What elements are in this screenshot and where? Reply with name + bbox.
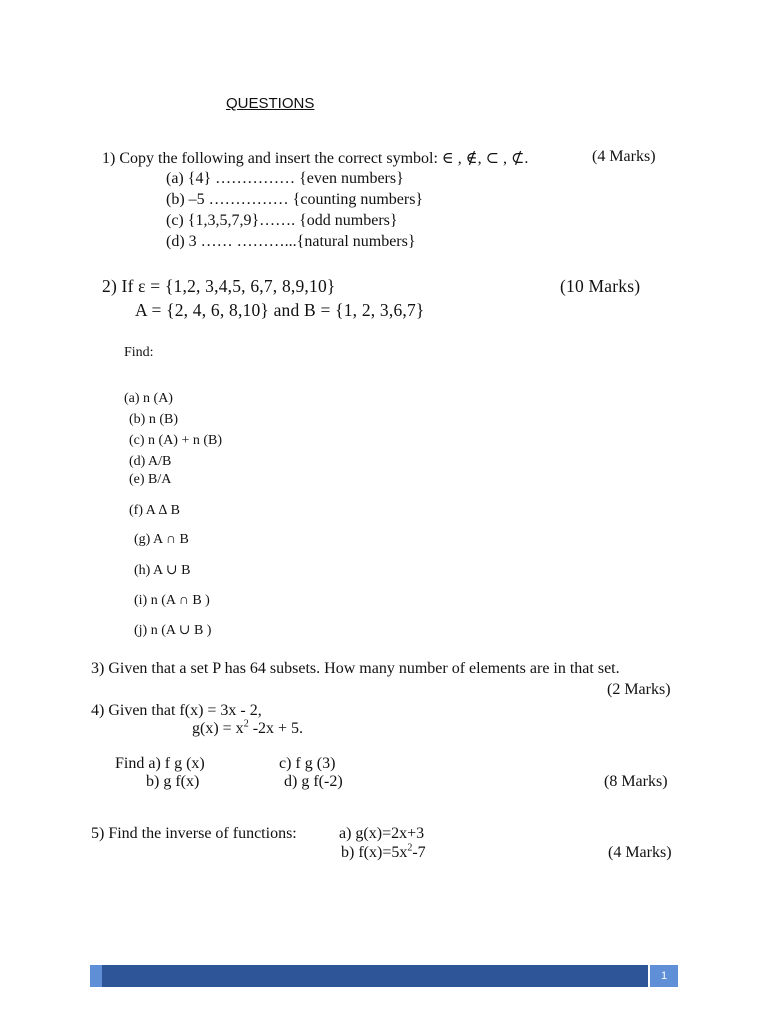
question-4-g-definition — [192, 720, 303, 738]
question-4-f-definition: 4) Given that f(x) = 3x - 2, — [91, 702, 262, 719]
question-2-item-d: (d) A/B — [129, 454, 172, 469]
question-5-marks: (4 Marks) — [608, 844, 672, 861]
question-2-item-g: (g) A ∩ B — [134, 532, 189, 547]
question-3-text: 3) Given that a set P has 64 subsets. How many number of elements are in that set. — [91, 660, 620, 677]
question-2-marks: (10 Marks) — [560, 276, 641, 296]
question-2-item-a: (a) n (A) — [124, 391, 173, 406]
part-b-rest: -7 — [412, 844, 426, 861]
question-1-item-b: (b) –5 …………… {counting numbers} — [166, 191, 424, 208]
question-4-marks: (8 Marks) — [604, 773, 668, 790]
question-4-find-d: d) g f(-2) — [284, 773, 343, 790]
question-5-part-b — [341, 844, 426, 862]
question-2-sets: A = {2, 4, 6, 8,10} and B = {1, 2, 3,6,7} — [135, 300, 425, 320]
question-1-stem: 1) Copy the following and insert the correct symbol: ∈ , ∉, ⊂ , ⊄. — [102, 150, 529, 167]
question-4-find-b: b) g f(x) — [146, 773, 200, 790]
question-2-item-b: (b) n (B) — [129, 412, 178, 427]
question-4-find-c: c) f g (3) — [279, 755, 336, 772]
question-3-marks: (2 Marks) — [607, 681, 671, 698]
footer-bar — [102, 965, 648, 987]
question-1-marks: (4 Marks) — [592, 148, 656, 165]
question-2-item-h: (h) A ∪ B — [134, 563, 191, 578]
question-2-item-i: (i) n (A ∩ B ) — [134, 593, 210, 608]
g-definition-base: g(x) = x — [192, 720, 244, 737]
g-definition-rest: -2x + 5. — [248, 720, 304, 737]
page-title: QUESTIONS — [226, 95, 315, 112]
question-2-find-label: Find: — [124, 345, 154, 360]
part-b-exponent: 2 — [407, 842, 413, 854]
part-b-base: b) f(x)=5x — [341, 844, 408, 861]
question-5-part-a: a) g(x)=2x+3 — [339, 825, 425, 842]
question-1-item-c: (c) {1,3,5,7,9}……. {odd numbers} — [166, 212, 398, 229]
page-number: 1 — [650, 965, 678, 987]
question-5-text: 5) Find the inverse of functions: — [91, 825, 297, 842]
question-4-find-a: Find a) f g (x) — [115, 755, 205, 772]
question-2-universal-set: 2) If ε = {1,2, 3,4,5, 6,7, 8,9,10} — [102, 276, 336, 296]
g-definition-exponent: 2 — [243, 718, 249, 730]
question-2-item-c: (c) n (A) + n (B) — [129, 433, 223, 448]
question-1-item-d: (d) 3 …… ………...{natural numbers} — [166, 233, 416, 250]
question-1-item-a: (a) {4} …………… {even numbers} — [166, 170, 404, 187]
question-2-item-e: (e) B/A — [129, 472, 172, 487]
footer-accent-left — [90, 965, 102, 987]
question-2-item-f: (f) A ∆ B — [129, 503, 180, 518]
question-2-item-j: (j) n (A ∪ B ) — [134, 623, 212, 638]
